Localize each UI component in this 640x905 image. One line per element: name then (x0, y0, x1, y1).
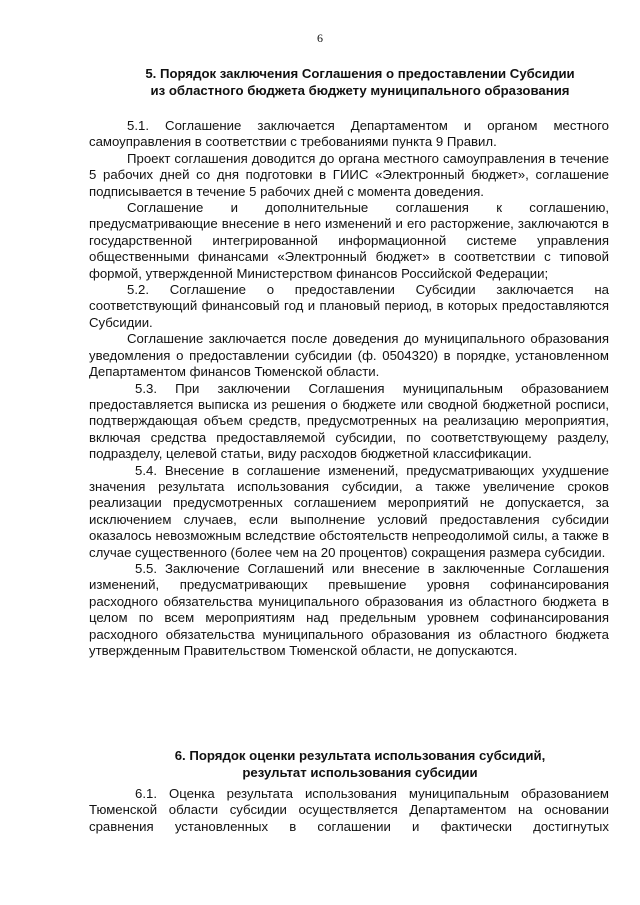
paragraph-5-2-notice: Соглашение заключается после доведения до муниципального образования уведомления о предоставлении субсидии (ф. 0504320) в порядке, установленном Департаментом финансов Тюменской области. (89, 331, 609, 380)
paragraph-5-3: 5.3. При заключении Соглашения муниципальным образованием предоставляется выписка из решения о бюджете или сводной бюджетной росписи, подтверждающая объем средств, предусмотренных на реализацию мероприятия, включая средства предоставляемой субсидии, по соответствующему разделу, подразделу, целевой статьи, виду расходов бюджетной классификации. (89, 380, 609, 462)
section-6-heading-line1: 6. Порядок оценки результата использования субсидий, (174, 748, 546, 763)
paragraph-5-1-draft: Проект соглашения доводится до органа местного самоуправления в течение 5 рабочих дней со дня подготовки в ГИИС «Электронный бюджет», соглашение подписывается в течение 5 рабочих дней с момента доведения. (89, 150, 609, 199)
paragraph-5-5: 5.5. Заключение Соглашений или внесение в заключенные Соглашения изменений, предусматривающих превышение уровня софинансирования расходного обязательства муниципального образования из областного бюджета в целом по всем мероприятиям над предельным уровнем софинансирования расходного обязательства муниципального образования из областного бюджета утвержденным Правительством Тюменской области, не допускаются. (89, 560, 609, 658)
section-6-heading (140, 748, 580, 781)
section-5-heading (100, 66, 620, 99)
paragraph-5-1: 5.1. Соглашение заключается Департаментом и органом местного самоуправления в соответствии с требованиями пункта 9 Правил. (89, 118, 609, 150)
section-5-heading-line1: 5. Порядок заключения Соглашения о предоставлении Субсидии (145, 66, 575, 81)
paragraph-5-4: 5.4. Внесение в соглашение изменений, предусматривающих ухудшение значения результата использования субсидии, а также увеличение сроков реализации предусмотренных соглашением мероприятий не допускается, за исключением случаев, если выполнение условий предоставления субсидии оказалось невозможным вследствие обстоятельств непреодолимой силы, а также в случае существенного (более чем на 20 процентов) сокращения размера субсидии. (89, 462, 609, 560)
page-number: 6 (317, 31, 323, 45)
section-6-heading-line2: результат использования субсидии (242, 764, 478, 780)
section-6-body (89, 786, 609, 835)
section-5-heading-line2: из областного бюджета бюджету муниципального образования (150, 82, 570, 98)
paragraph-6-1: 6.1. Оценка результата использования муниципальным образованием Тюменской области субсидии осуществляется Департаментом на основании сравнения установленных в соглашении и фактически достигнутых (89, 786, 609, 834)
paragraph-5-2: 5.2. Соглашение о предоставлении Субсидии заключается на соответствующий финансовый год и плановый период, в которых предоставляются Субсидии. (89, 282, 609, 330)
section-5-body (89, 118, 609, 659)
paragraph-5-1-electronic-budget: Соглашение и дополнительные соглашения к соглашению, предусматривающие внесение в него изменений и его расторжение, заключаются в государственной интегрированной информационной системе управления общественными финансами «Электронный бюджет» в соответствии с типовой формой, утвержденной Министерством финансов Российской Федерации; (89, 200, 609, 281)
